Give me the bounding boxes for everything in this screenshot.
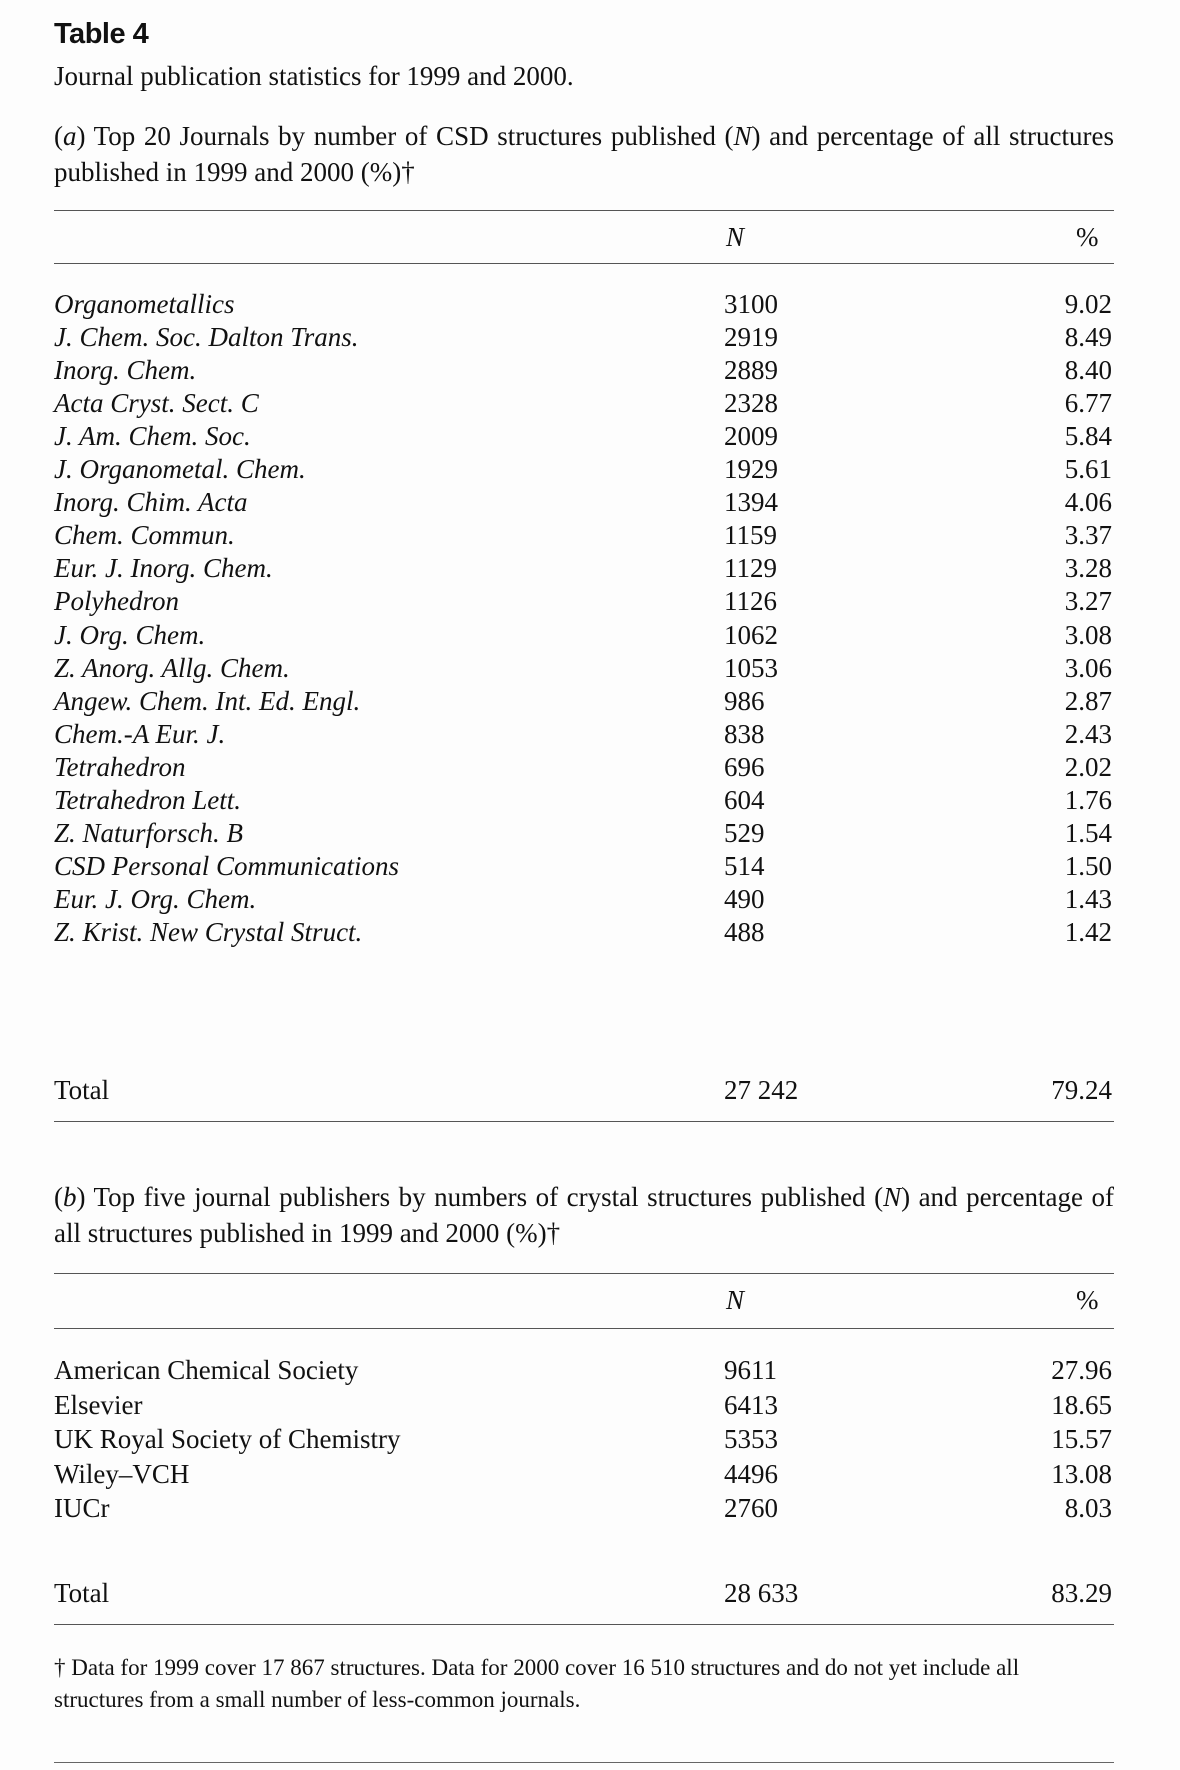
journal-n: 2009 [724,421,778,452]
publisher-n: 2760 [724,1493,778,1523]
journal-n: 490 [724,883,765,914]
table-row [54,286,1114,323]
journal-name: Z. Krist. New Crystal Struct. [54,916,363,947]
journal-name: J. Chem. Soc. Dalton Trans. [54,322,359,353]
journal-n: 1159 [724,520,777,551]
journal-pct: 1.76 [1064,784,1112,815]
table-row [54,352,1114,389]
table-row [54,385,1114,422]
part-a-total-pct: 79.24 [1051,1075,1112,1105]
publisher-pct: 18.65 [1051,1389,1112,1420]
part-a-bottom-rule [54,1121,1114,1122]
journal-name: CSD Personal Communications [54,850,400,881]
part-b-total-row [54,1575,1114,1612]
publisher-pct: 27.96 [1051,1355,1112,1385]
journal-name: Tetrahedron Lett. [54,784,242,815]
table-row [54,583,1114,620]
journal-n: 1062 [724,619,778,650]
journal-pct: 3.06 [1064,652,1112,683]
journal-name: Polyhedron [54,586,179,617]
journal-pct: 4.06 [1064,487,1112,518]
part-b-bottom-rule [54,1624,1114,1625]
journal-pct: 2.43 [1064,718,1112,749]
journal-pct: 3.37 [1064,520,1112,551]
journal-name: Organometallics [54,289,235,319]
journal-pct: 1.50 [1064,850,1112,881]
table-row [54,749,1114,786]
part-b-total-n: 28 633 [724,1578,799,1608]
table-row [54,650,1114,687]
table-row [54,683,1114,720]
table-row [54,848,1114,885]
publisher-pct: 13.08 [1051,1458,1112,1489]
journal-pct: 9.02 [1064,289,1112,319]
part-a-total-label: Total [54,1075,110,1105]
journal-pct: 2.87 [1064,685,1112,716]
journal-name: Eur. J. Inorg. Chem. [54,553,273,584]
publisher-name: Elsevier [54,1389,143,1420]
table-row [54,716,1114,753]
journal-pct: 5.84 [1064,421,1112,452]
publisher-name: IUCr [54,1493,110,1523]
part-b-top-rule [54,1273,1114,1274]
journal-pct: 3.28 [1064,553,1112,584]
part-b-header-rule [54,1328,1114,1329]
table-row [54,550,1114,587]
publisher-n: 9611 [724,1355,777,1385]
part-b-total-label: Total [54,1578,110,1608]
publisher-n: 5353 [724,1424,778,1454]
journal-name: Chem.-A Eur. J. [54,718,226,749]
journal-pct: 2.02 [1064,751,1112,782]
part-a-caption-n: N [733,121,752,151]
journal-n: 2889 [724,355,778,386]
table-caption: Journal publication statistics for 1999 and 2000. [54,61,574,91]
part-b-total-pct: 83.29 [1051,1578,1112,1608]
journal-name: Tetrahedron [54,751,186,782]
journal-n: 488 [724,916,765,947]
journal-n: 604 [724,784,765,815]
table-row [54,451,1114,488]
part-b-caption-text: Top five journal publishers by numbers of crystal structures published ( [93,1182,884,1212]
part-a-col-pct: % [1076,222,1099,252]
journal-n: 986 [724,685,765,716]
journal-name: Eur. J. Org. Chem. [54,883,257,914]
part-a-col-n: N [726,222,745,252]
part-b-caption-n: N [883,1182,902,1212]
part-b-label: b [63,1182,77,1212]
publisher-pct: 15.57 [1051,1424,1112,1454]
table-row [54,1387,1114,1424]
journal-n: 1053 [724,652,778,683]
publisher-n: 6413 [724,1389,778,1420]
table-row [54,782,1114,819]
journal-n: 3100 [724,289,778,319]
journal-n: 696 [724,751,765,782]
journal-n: 1129 [724,553,777,584]
table-row [54,815,1114,852]
table-label: Table 4 [54,18,149,50]
part-a-header-rule [54,263,1114,264]
page-bottom-rule [54,1762,1114,1763]
journal-name: Inorg. Chem. [54,355,197,386]
table-row [54,1421,1114,1458]
journal-pct: 6.77 [1064,388,1112,419]
footnote: † Data for 1999 cover 17 867 structures. Data for 2000 cover 16 510 structures and do not yet include all structures from a small number of less-common journals. [54,1655,1020,1712]
part-a-caption: (a) Top 20 Journals by number of CSD structures published (N) and percentage of all structures published in 1999 and 2000 (%)† [54,121,1114,187]
table-row [54,881,1114,918]
journal-n: 2919 [724,322,778,353]
table-row [54,1490,1114,1527]
journal-pct: 5.61 [1064,454,1112,485]
publisher-name: Wiley–VCH [54,1458,190,1489]
journal-pct: 1.43 [1064,883,1112,914]
journal-pct: 8.40 [1064,355,1112,386]
journal-name: Acta Cryst. Sect. C [54,388,259,419]
table-row [54,319,1114,356]
journal-name: Chem. Commun. [54,520,235,551]
journal-name: J. Am. Chem. Soc. [54,421,251,452]
journal-pct: 8.49 [1064,322,1112,353]
part-b-caption: (b) Top five journal publishers by numbers of crystal structures published (N) and percentage of all structures published in 1999 and 2000 (%)† [54,1182,1114,1248]
journal-name: J. Organometal. Chem. [54,454,306,485]
table-row [54,1352,1114,1389]
journal-pct: 1.42 [1064,916,1112,947]
part-b-col-pct: % [1076,1285,1099,1315]
journal-n: 514 [724,850,765,881]
journal-pct: 1.54 [1064,817,1112,848]
journal-pct: 3.27 [1064,586,1112,617]
part-a-top-rule [54,210,1114,211]
journal-n: 529 [724,817,765,848]
table-row [54,617,1114,654]
publisher-name: UK Royal Society of Chemistry [54,1424,401,1454]
table-row [54,418,1114,455]
part-a-caption-text: Top 20 Journals by number of CSD structures published ( [93,121,734,151]
journal-n: 838 [724,718,765,749]
part-b-caption-text-end: ) and percentage of all structures published in 1999 and 2000 (%)† [54,1182,1114,1248]
table-row [54,914,1114,951]
part-a-label: a [63,121,77,151]
table-row [54,517,1114,554]
publisher-name: American Chemical Society [54,1355,359,1385]
journal-name: J. Org. Chem. [54,619,206,650]
part-a-total-n: 27 242 [724,1075,799,1105]
table-row [54,1456,1114,1493]
journal-n: 2328 [724,388,778,419]
journal-name: Z. Anorg. Allg. Chem. [54,652,290,683]
journal-n: 1929 [724,454,778,485]
part-a-caption-text-end: ) and percentage of all structures published in 1999 and 2000 (%)† [54,121,1114,187]
table-row [54,484,1114,521]
journal-name: Angew. Chem. Int. Ed. Engl. [54,685,361,716]
journal-name: Z. Naturforsch. B [54,817,244,848]
publisher-pct: 8.03 [1064,1493,1112,1523]
part-a-total-row [54,1072,1114,1109]
journal-n: 1394 [724,487,778,518]
journal-name: Inorg. Chim. Acta [54,487,248,518]
publisher-n: 4496 [724,1458,778,1489]
part-b-col-n: N [726,1285,745,1315]
journal-n: 1126 [724,586,777,617]
journal-pct: 3.08 [1064,619,1112,650]
